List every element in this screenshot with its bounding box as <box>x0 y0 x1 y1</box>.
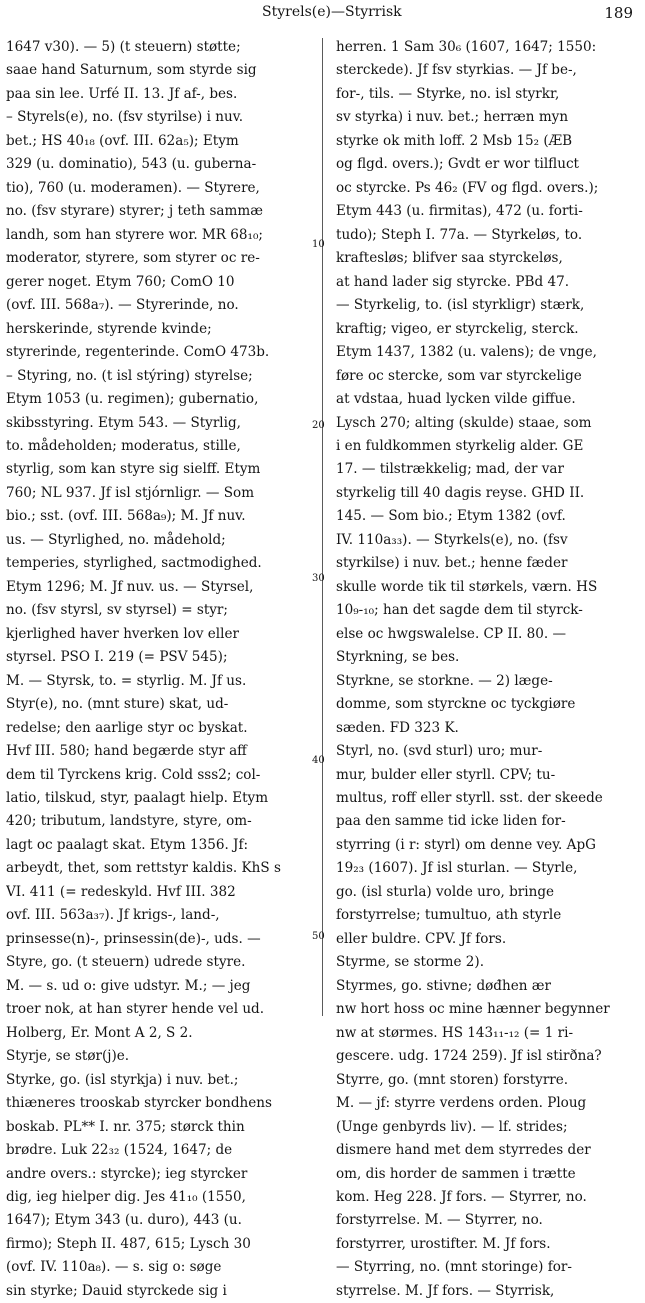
text-line: M. — Styrsk, to. = styrlig. M. Jf us. <box>6 672 247 689</box>
running-header: Styrels(e)—Styrrisk <box>262 4 402 20</box>
text-line: 19₂₃ (1607). Jf isl sturlan. — Styrle, <box>336 860 578 877</box>
text-line: nw at størmes. HS 143₁₁-₁₂ (= 1 ri- <box>336 1024 574 1041</box>
line-number: 10 <box>312 239 325 250</box>
text-line: styrlig, som kan styre sig sielff. Etym <box>6 461 261 478</box>
text-line: andre overs.: styrcke); ieg styrcker <box>6 1165 248 1182</box>
column-divider <box>322 38 323 1016</box>
text-line: om, dis horder de sammen i trætte <box>336 1165 576 1182</box>
text-line: 1647 v30). — 5) (t steuern) støtte; <box>6 39 241 55</box>
text-line: lagt oc paalagt skat. Etym 1356. Jf: <box>6 836 249 853</box>
line-number: 40 <box>312 755 325 766</box>
line-number: 50 <box>312 931 325 942</box>
text-line: Styre, go. (t steuern) udrede styre. <box>6 954 246 971</box>
text-line: dig, ieg hielper dig. Jes 41₁₀ (1550, <box>6 1188 246 1205</box>
text-line: styrerinde, regenterinde. ComO 473b. <box>6 344 270 361</box>
text-line: Holberg, Er. Mont A 2, S 2. <box>6 1024 193 1041</box>
text-line: at vdstaa, huad lycken vilde giffue. <box>336 391 576 408</box>
text-line: Etym 1296; M. Jf nuv. us. — Styrsel, <box>6 578 254 595</box>
text-line: troer nok, at han styrer hende vel ud. <box>6 1001 265 1018</box>
text-line: sterckede). Jf fsv styrkias. — Jf be-, <box>336 62 577 79</box>
text-line: else oc hwgswalelse. CP II. 80. — <box>336 625 567 642</box>
text-line: no. (fsv styrare) styrer; j teth sammæ <box>6 203 263 220</box>
text-line: latio, tilskud, styr, paalagt hielp. Etym <box>6 790 269 806</box>
text-line: kraftig; vigeo, er styrckelig, sterck. <box>336 320 579 337</box>
text-line: kom. Heg 228. Jf fors. — Styrrer, no. <box>336 1188 587 1205</box>
text-line: M. — s. ud o: give udstyr. M.; — jeg <box>6 977 251 994</box>
text-line: IV. 110a₃₃). — Styrkels(e), no. (fsv <box>336 531 568 548</box>
text-line: gerer noget. Etym 760; ComO 10 <box>6 273 235 290</box>
text-line: sv styrka) i nuv. bet.; herræn myn <box>336 109 569 126</box>
text-line: at hand lader sig styrcke. PBd 47. <box>336 273 570 290</box>
line-number: 20 <box>312 420 325 431</box>
text-line: skulle worde tik til størkels, værn. HS <box>336 578 598 595</box>
text-line: forstyrrelse. M. — Styrrer, no. <box>336 1212 543 1229</box>
text-line: for-, tils. — Styrke, no. isl styrkr, <box>336 85 560 102</box>
text-line: go. (isl sturla) volde uro, bringe <box>336 883 555 900</box>
text-line: – Styrels(e), no. (fsv styrilse) i nuv. <box>6 109 244 126</box>
text-line: (ovf. III. 568a₇). — Styrerinde, no. <box>6 297 239 314</box>
text-line: multus, roff eller styrll. sst. der skeede <box>336 790 603 806</box>
text-line: — Styrkelig, to. (isl styrkligr) stærk, <box>336 297 585 314</box>
text-line: Etym 1053 (u. regimen); gubernatio, <box>6 391 259 408</box>
line-number: 30 <box>312 573 325 584</box>
page-number: 189 <box>604 4 633 22</box>
text-line: moderator, styrere, som styrer oc re- <box>6 250 260 267</box>
text-line: 1647); Etym 343 (u. duro), 443 (u. <box>6 1212 242 1229</box>
text-line: nw hort hoss oc mine hænner begynner <box>336 1001 610 1018</box>
text-line: no. (fsv styrsl, sv styrsel) = styr; <box>6 602 228 619</box>
text-line: VI. 411 (= redeskyld. Hvf III. 382 <box>6 883 236 900</box>
text-line: Styrkne, se storkne. — 2) læge- <box>336 672 553 689</box>
text-line: Etym 443 (u. firmitas), 472 (u. forti- <box>336 203 583 220</box>
text-line: M. — jf: styrre verdens orden. Ploug <box>336 1095 587 1112</box>
text-line: brødre. Luk 22₃₂ (1524, 1647; de <box>6 1142 233 1159</box>
text-line: tudo); Steph I. 77a. — Styrkeløs, to. <box>336 226 583 243</box>
text-line: mur, bulder eller styrll. CPV; tu- <box>336 766 556 783</box>
text-line: prinsesse(n)-, prinsessin(de)-, uds. — <box>6 930 261 947</box>
left-column <box>6 36 306 1303</box>
text-line: – Styring, no. (t isl stýring) styrelse; <box>6 367 253 384</box>
text-line: — Styrring, no. (mnt storinge) for- <box>336 1259 572 1276</box>
text-line: i en fuldkommen styrkelig alder. GE <box>336 437 584 454</box>
text-line: føre oc stercke, som var styrckelige <box>336 367 582 384</box>
text-line: arbeydt, thet, som rettstyr kaldis. KhS s <box>6 860 281 877</box>
text-line: 17. — tilstrækkelig; mad, der var <box>336 461 564 478</box>
text-line: styrrelse. M. Jf fors. — Styrrisk, <box>336 1282 555 1299</box>
text-line: gescere. udg. 1724 259). Jf isl stirðna? <box>336 1048 602 1065</box>
text-line: Styrme, se storme 2). <box>336 954 485 971</box>
text-line: Styr(e), no. (mnt sture) skat, ud- <box>6 696 229 713</box>
text-line: paa den samme tid icke liden for- <box>336 813 566 830</box>
text-line: Hvf III. 580; hand begærde styr aff <box>6 743 247 760</box>
text-line: dem til Tyrckens krig. Cold sss2; col- <box>6 766 261 783</box>
text-line: forstyrrer, urostifter. M. Jf fors. <box>336 1235 551 1252</box>
text-line: styrke ok mith loff. 2 Msb 15₂ (ÆB <box>336 132 573 149</box>
text-line: og flgd. overs.); Gvdt er wor tilfluct <box>336 156 579 173</box>
text-line: us. — Styrlighed, no. mådehold; <box>6 531 226 548</box>
text-line: styrring (i r: styrl) om denne vey. ApG <box>336 836 596 853</box>
text-line: landh, som han styrere wor. MR 68₁₀; <box>6 226 263 243</box>
text-line: skibsstyring. Etym 543. — Styrlig, <box>6 414 241 431</box>
text-line: 329 (u. dominatio), 543 (u. guberna- <box>6 156 257 173</box>
text-line: styrkilse) i nuv. bet.; henne fæder <box>336 555 568 572</box>
text-line: Styrje, se stør(j)e. <box>6 1048 130 1065</box>
text-line: firmo); Steph II. 487, 615; Lysch 30 <box>6 1235 251 1252</box>
text-line: Lysch 270; alting (skulde) staae, som <box>336 414 592 431</box>
text-line: herren. 1 Sam 30₆ (1607, 1647; 1550: <box>336 39 597 55</box>
text-line: forstyrrelse; tumultuo, ath styrle <box>336 907 562 924</box>
text-line: (ovf. IV. 110a₈). — s. sig o: søge <box>6 1259 222 1276</box>
text-line: saae hand Saturnum, som styrde sig <box>6 62 257 79</box>
text-line: kraftesløs; blifver saa styrckeløs, <box>336 250 563 267</box>
text-line: tio), 760 (u. moderamen). — Styrere, <box>6 179 260 196</box>
text-line: domme, som styrckne oc tyckgiøre <box>336 696 576 713</box>
text-line: 145. — Som bio.; Etym 1382 (ovf. <box>336 508 566 525</box>
text-line: bio.; sst. (ovf. III. 568a₉); M. Jf nuv. <box>6 508 246 525</box>
text-line: (Unge genbyrds liv). — lf. strides; <box>336 1118 568 1135</box>
text-line: Styrkning, se bes. <box>336 649 460 666</box>
text-line: thiæneres trooskab styrcker bondhens <box>6 1095 272 1112</box>
text-line: temperies, styrlighed, sactmodighed. <box>6 555 262 572</box>
text-line: to. mådeholden; moderatus, stille, <box>6 437 241 454</box>
text-line: oc styrcke. Ps 46₂ (FV og flgd. overs.); <box>336 179 599 196</box>
text-line: herskerinde, styrende kvinde; <box>6 320 212 337</box>
text-line: styrsel. PSO I. 219 (= PSV 545); <box>6 649 228 666</box>
text-line: sæden. FD 323 K. <box>336 719 459 736</box>
text-line: dismere hand met dem styrredes der <box>336 1142 591 1159</box>
text-line: Styrmes, go. stivne; døđhen ær <box>336 977 551 994</box>
text-line: 10₉-₁₀; han det sagde dem til styrck- <box>336 602 583 619</box>
text-line: 760; NL 937. Jf isl stjórnligr. — Som <box>6 484 255 501</box>
text-line: redelse; den aarlige styr oc byskat. <box>6 719 248 736</box>
text-line: styrkelig till 40 dagis reyse. GHD II. <box>336 484 585 501</box>
text-line: eller buldre. CPV. Jf fors. <box>336 930 507 947</box>
text-line: paa sin lee. Urfé II. 13. Jf af-, bes. <box>6 85 238 102</box>
text-line: boskab. PL** I. nr. 375; størck thin <box>6 1118 245 1135</box>
text-line: Styrl, no. (svd sturl) uro; mur- <box>336 743 543 760</box>
right-column <box>336 36 636 1303</box>
text-line: Etym 1437, 1382 (u. valens); de vnge, <box>336 344 597 361</box>
text-line: bet.; HS 40₁₈ (ovf. III. 62a₅); Etym <box>6 132 239 149</box>
text-line: 420; tributum, landstyre, styre, om- <box>6 813 252 830</box>
text-line: ovf. III. 563a₃₇). Jf krigs-, land-, <box>6 907 220 924</box>
text-line: kjerlighed haver hverken lov eller <box>6 625 239 642</box>
text-line: sin styrke; Dauid styrckede sig i <box>6 1282 227 1299</box>
text-line: Styrke, go. (isl styrkja) i nuv. bet.; <box>6 1071 239 1088</box>
text-line: Styrre, go. (mnt storen) forstyrre. <box>336 1071 569 1088</box>
